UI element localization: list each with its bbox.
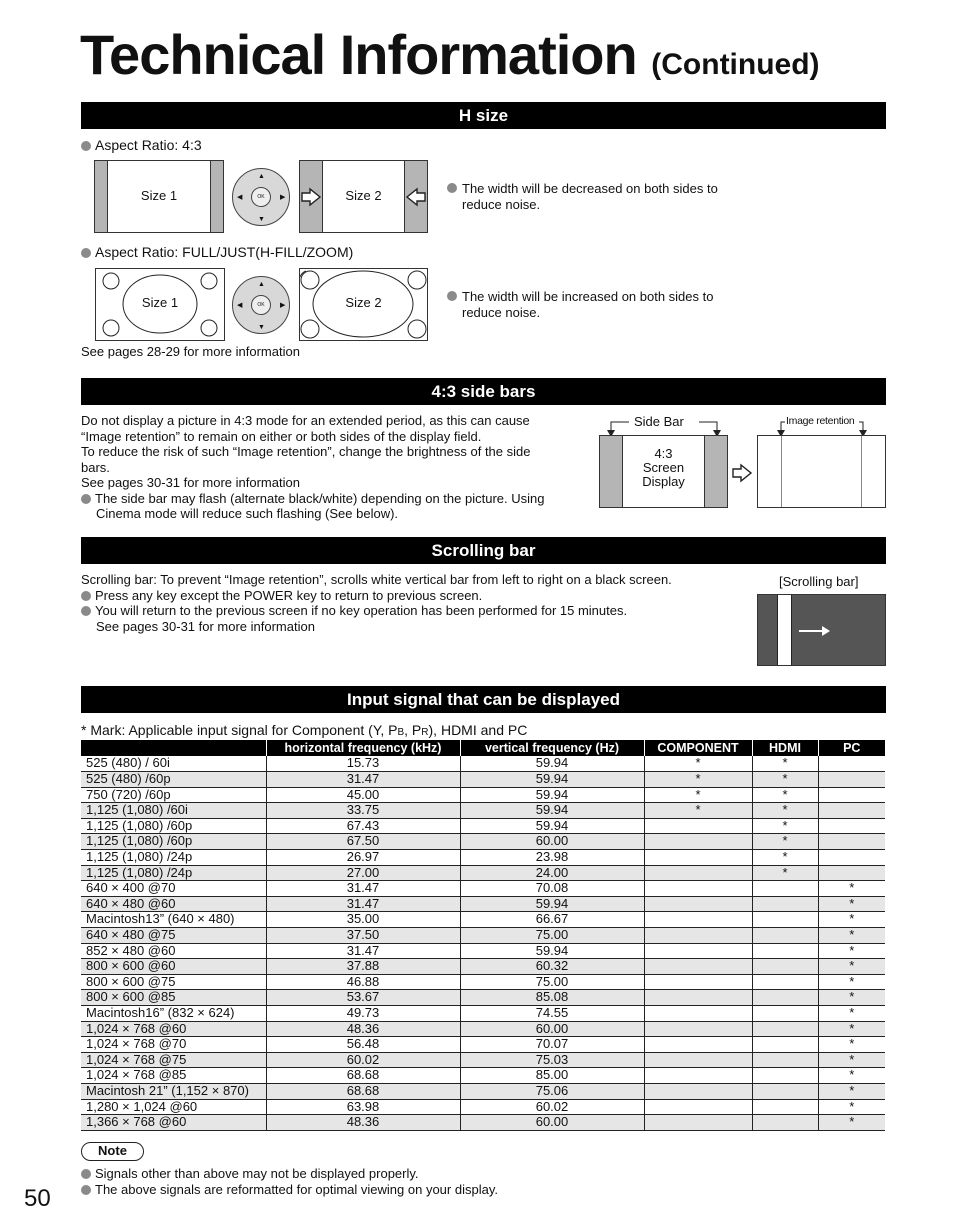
screen-size1-43 [94,160,224,233]
table-cell [644,912,752,928]
hsize-43-description: The width will be decreased on both sides to reduce noise. [447,181,747,212]
table-row [81,990,885,1006]
title-text: Technical Information [80,23,637,86]
table-cell: * [818,1083,885,1099]
table-row [81,818,885,834]
table-cell [752,959,818,975]
arrow-right-icon [798,623,832,639]
table-cell: 1,366 × 768 @60 [81,1115,266,1131]
table-cell: * [752,772,818,788]
table-cell: 60.00 [460,834,644,850]
table-cell: * [644,787,752,803]
bullet-icon [81,1185,91,1195]
table-row [81,756,885,772]
table-cell: 1,024 × 768 @85 [81,1068,266,1084]
table-cell: 53.67 [266,990,460,1006]
table-cell: * [818,1037,885,1053]
table-cell: 45.00 [266,787,460,803]
table-cell: * [818,928,885,944]
page-number: 50 [24,1185,51,1212]
table-cell: * [818,1115,885,1131]
table-cell [752,1068,818,1084]
table-cell: 1,125 (1,080) /24p [81,865,266,881]
table-row [81,1115,885,1131]
screen-size1-full [95,268,225,341]
table-cell: Macintosh 21” (1,152 × 870) [81,1083,266,1099]
table-cell [818,756,885,772]
table-cell: 27.00 [266,865,460,881]
table-cell [752,1052,818,1068]
table-cell: 800 × 600 @60 [81,959,266,975]
table-cell: 37.88 [266,959,460,975]
col-header-component: COMPONENT [644,740,752,756]
table-cell [752,928,818,944]
table-cell: 26.97 [266,850,460,866]
table-cell: 15.73 [266,756,460,772]
size1-label: Size 1 [140,188,178,203]
table-cell [818,803,885,819]
table-cell: 640 × 480 @75 [81,928,266,944]
table-cell [644,959,752,975]
table-cell: 85.08 [460,990,644,1006]
table-cell: 60.00 [460,1021,644,1037]
table-cell: * [752,756,818,772]
scrolling-text: Scrolling bar: To prevent “Image retention”, scrolls white vertical bar from left to right on a black screen. Press any key except the POWER key to return to previous screen. You will return to the previous screen if no key operation has been performed for 15 minutes. See pages 30-31 for more information [81,572,672,634]
table-cell: 46.88 [266,974,460,990]
table-cell [644,896,752,912]
white-scroll-bar [777,595,792,665]
bullet-icon [81,1169,91,1179]
aspect-full-label: Aspect Ratio: FULL/JUST(H-FILL/ZOOM) [81,245,353,261]
table-cell: * [752,803,818,819]
arrow-right-icon [300,187,322,207]
table-cell: * [818,1006,885,1022]
table-cell: 68.68 [266,1083,460,1099]
table-row [81,959,885,975]
table-cell [644,1099,752,1115]
table-row [81,1052,885,1068]
hsize-full-description: The width will be increased on both sides to reduce noise. [447,289,747,320]
table-cell [644,881,752,897]
note-item: The above signals are reformatted for optimal viewing on your display. [81,1182,498,1198]
table-cell: 31.47 [266,896,460,912]
table-cell [752,990,818,1006]
table-cell: * [818,1021,885,1037]
table-cell [818,850,885,866]
table-row [81,1099,885,1115]
table-cell [752,912,818,928]
table-cell: * [752,850,818,866]
table-cell: 1,125 (1,080) /60p [81,818,266,834]
table-cell: 31.47 [266,943,460,959]
scrolling-bar-figure [757,594,886,666]
table-row [81,1068,885,1084]
table-cell [752,896,818,912]
col-header-vfreq: vertical frequency (Hz) [460,740,644,756]
table-cell: 24.00 [460,865,644,881]
table-row [81,803,885,819]
mark-note: * Mark: Applicable input signal for Component (Y, PB, PR), HDMI and PC [81,722,528,738]
table-cell [644,1068,752,1084]
table-cell: 1,024 × 768 @60 [81,1021,266,1037]
table-cell: * [818,974,885,990]
side-bars-text: Do not display a picture in 4:3 mode for an extended period, as this can cause “Image retention” to remain on either or both sides of the display field. To reduce the risk of such “Image retention”, change the brightness of the side bars. See pages 30-31 for more information The side bar may flash (alternate black/white) depending on the picture. Using Cinema mode will reduce such flashing (See below). [81,413,545,521]
table-cell: * [818,912,885,928]
table-cell: 35.00 [266,912,460,928]
table-cell [818,834,885,850]
table-cell: 640 × 480 @60 [81,896,266,912]
table-cell: 1,125 (1,080) /24p [81,850,266,866]
table-row [81,787,885,803]
table-cell: 59.94 [460,896,644,912]
table-row [81,772,885,788]
ok-button-icon: OK [251,187,271,207]
section-heading-side-bars: 4:3 side bars [81,378,886,405]
screen-43-display [599,435,728,508]
remote-dpad-icon: ▲ ▼ ◀ ▶ OK [232,168,290,226]
retention-edge-right [861,436,862,507]
col-header-hfreq: horizontal frequency (kHz) [266,740,460,756]
table-cell: * [644,803,752,819]
table-row [81,912,885,928]
table-cell: 59.94 [460,803,644,819]
table-cell: 49.73 [266,1006,460,1022]
table-cell: 59.94 [460,943,644,959]
retention-edge-left [781,436,782,507]
table-cell: 525 (480) /60p [81,772,266,788]
table-cell: 750 (720) /60p [81,787,266,803]
size2-label: Size 2 [345,295,382,310]
col-header-pc: PC [818,740,885,756]
table-cell [818,772,885,788]
screen-size2-full [299,268,428,341]
table-cell [752,1083,818,1099]
table-cell: 33.75 [266,803,460,819]
table-cell: 59.94 [460,787,644,803]
table-cell: 68.68 [266,1068,460,1084]
hsize-more-info: See pages 28-29 for more information [81,344,300,359]
table-cell: * [644,756,752,772]
bullet-icon [81,141,91,151]
table-cell: 60.00 [460,1115,644,1131]
table-cell [644,1006,752,1022]
table-cell: 56.48 [266,1037,460,1053]
section-heading-h-size: H size [81,102,886,129]
table-cell: 59.94 [460,772,644,788]
table-cell: 640 × 400 @70 [81,881,266,897]
table-cell [644,1037,752,1053]
table-cell: * [818,959,885,975]
table-cell [644,928,752,944]
screen-43-label: 4:3 Screen Display [642,446,685,489]
table-cell: 1,024 × 768 @75 [81,1052,266,1068]
scrolling-bar-figure-label: [Scrolling bar] [779,574,859,589]
table-row [81,1037,885,1053]
table-cell [644,1083,752,1099]
table-row [81,928,885,944]
table-cell: 63.98 [266,1099,460,1115]
table-cell: Macintosh16” (832 × 624) [81,1006,266,1022]
table-cell [752,1115,818,1131]
table-cell: * [818,1099,885,1115]
bullet-icon [81,248,91,258]
table-row [81,896,885,912]
table-cell: 1,280 × 1,024 @60 [81,1099,266,1115]
table-cell: * [752,834,818,850]
table-cell [818,818,885,834]
table-row [81,850,885,866]
table-cell: 800 × 600 @85 [81,990,266,1006]
table-cell [752,943,818,959]
table-cell: 67.50 [266,834,460,850]
input-signal-table [81,740,885,1131]
table-cell [644,1052,752,1068]
note-list [81,1166,498,1197]
table-cell [644,974,752,990]
table-cell: 525 (480) / 60i [81,756,266,772]
table-row [81,1021,885,1037]
table-cell: 60.02 [460,1099,644,1115]
table-cell [644,943,752,959]
section-heading-scrolling-bar: Scrolling bar [81,537,886,564]
col-header-signal [81,740,266,756]
table-cell [644,990,752,1006]
image-retention-label: Image retention [786,415,855,427]
col-header-hdmi: HDMI [752,740,818,756]
table-row [81,834,885,850]
table-cell [752,1021,818,1037]
table-cell [752,1099,818,1115]
size1-label: Size 1 [141,295,179,310]
table-cell: Macintosh13” (640 × 480) [81,912,266,928]
size2-label: Size 2 [345,188,382,203]
table-cell: 67.43 [266,818,460,834]
aspect-43-label: Aspect Ratio: 4:3 [81,138,202,154]
table-cell: 48.36 [266,1115,460,1131]
table-cell [752,881,818,897]
table-cell: 852 × 480 @60 [81,943,266,959]
note-badge: Note [81,1142,144,1161]
table-cell: 66.67 [460,912,644,928]
table-cell: * [818,1052,885,1068]
table-cell: 75.00 [460,928,644,944]
table-cell: * [644,772,752,788]
bullet-icon [447,291,457,301]
table-cell [752,974,818,990]
table-cell: 1,024 × 768 @70 [81,1037,266,1053]
table-cell: 37.50 [266,928,460,944]
table-cell: 74.55 [460,1006,644,1022]
table-cell [644,850,752,866]
table-cell: 75.00 [460,974,644,990]
table-cell: 1,125 (1,080) /60p [81,834,266,850]
table-cell [752,1037,818,1053]
bullet-icon [447,183,457,193]
page-title [80,22,820,87]
table-cell [644,818,752,834]
title-suffix: (Continued) [651,48,820,81]
table-cell: 48.36 [266,1021,460,1037]
table-cell: 70.07 [460,1037,644,1053]
table-cell: 1,125 (1,080) /60i [81,803,266,819]
table-cell: * [818,990,885,1006]
arrow-left-icon [405,187,427,207]
table-cell: * [818,881,885,897]
table-header-row [81,740,885,756]
bullet-icon [81,591,91,601]
note-item: Signals other than above may not be displayed properly. [81,1166,498,1182]
screen-image-retention [757,435,886,508]
ok-button-icon: OK [251,295,271,315]
table-cell [644,1021,752,1037]
bullet-icon [81,606,91,616]
table-cell [644,865,752,881]
remote-dpad-icon: ▲ ▼ ◀ ▶ OK [232,276,290,334]
table-cell: * [752,865,818,881]
table-cell: * [818,896,885,912]
table-row [81,881,885,897]
table-cell [818,787,885,803]
table-cell [644,1115,752,1131]
table-row [81,974,885,990]
table-cell: 59.94 [460,756,644,772]
table-cell: 85.00 [460,1068,644,1084]
screen-size2-43 [299,160,428,233]
table-cell: 31.47 [266,772,460,788]
table-row [81,865,885,881]
section-heading-input-signal: Input signal that can be displayed [81,686,886,713]
table-cell: 800 × 600 @75 [81,974,266,990]
table-cell: 60.02 [266,1052,460,1068]
table-cell: 59.94 [460,818,644,834]
side-bar-label: Side Bar [634,414,684,429]
table-cell: * [752,818,818,834]
table-cell: * [818,943,885,959]
table-row [81,943,885,959]
arrow-right-icon [731,463,753,483]
table-row [81,1083,885,1099]
table-cell: 60.32 [460,959,644,975]
table-row [81,1006,885,1022]
table-cell: * [818,1068,885,1084]
table-cell [818,865,885,881]
table-cell: 23.98 [460,850,644,866]
bullet-icon [81,494,91,504]
table-cell [644,834,752,850]
table-cell: * [752,787,818,803]
table-cell: 31.47 [266,881,460,897]
table-cell [752,1006,818,1022]
table-cell: 75.06 [460,1083,644,1099]
table-cell: 70.08 [460,881,644,897]
table-cell: 75.03 [460,1052,644,1068]
